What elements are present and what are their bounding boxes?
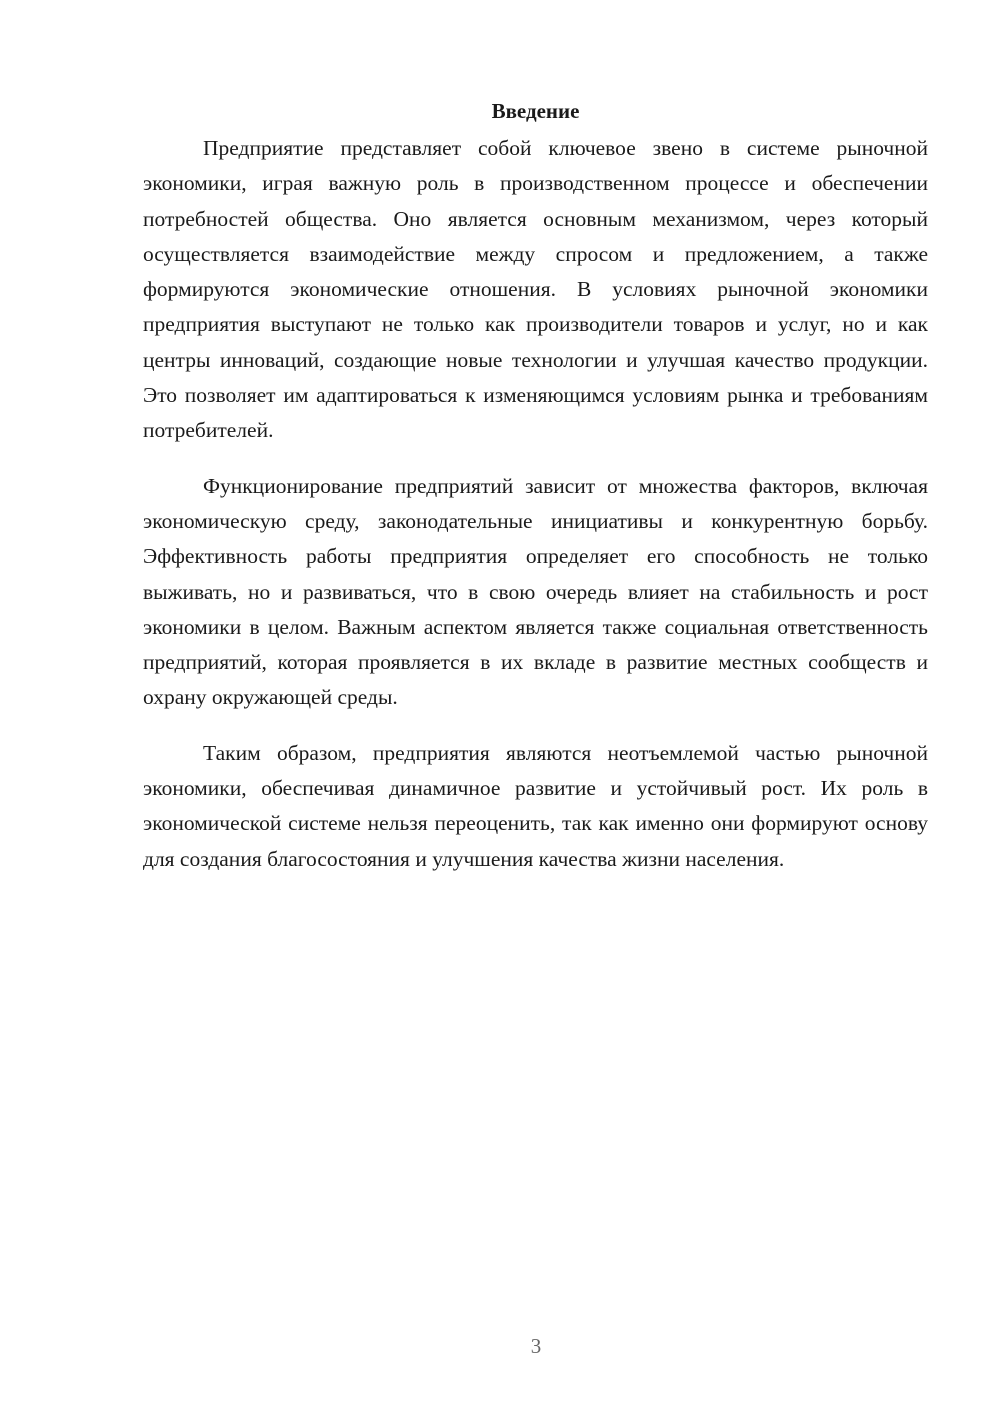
paragraph-1: Предприятие представляет собой ключевое звено в системе рыночной экономики, играя важную роль в производственном процессе и обеспечении потребностей общества. Оно является основным механизмом, через который осуществляется взаимодействие между спросом и предложением, а также формируются экономические отношения. В условиях рыночной экономики предприятия выступают не только как производители товаров и услуг, но и как центры инноваций, создающие новые технологии и улучшая качество продукции. Это позволяет им адаптироваться к изменяющимся условиям рынка и требованиям потребителей. <box>143 136 928 443</box>
page-content <box>143 96 928 877</box>
paragraph-2: Функционирование предприятий зависит от множества факторов, включая экономическую среду, законодательные инициативы и конкурентную борьбу. Эффективность работы предприятия определяет его способность не только выживать, но и развиваться, что в свою очередь влияет на стабильность и рост экономики в целом. Важным аспектом является также социальная ответственность предприятий, которая проявляется в их вкладе в развитие местных сообществ и охрану окружающей среды. <box>143 473 928 710</box>
page-number: 3 <box>530 1334 542 1358</box>
section-heading: Введение <box>491 99 580 123</box>
paragraph-3: Таким образом, предприятия являются неотъемлемой частью рыночной экономики, обеспечивая динамичное развитие и устойчивый рост. Их роль в экономической системе нельзя переоценить, так как именно они формируют основу для создания благосостояния и улучшения качества жизни населения. <box>143 740 928 871</box>
